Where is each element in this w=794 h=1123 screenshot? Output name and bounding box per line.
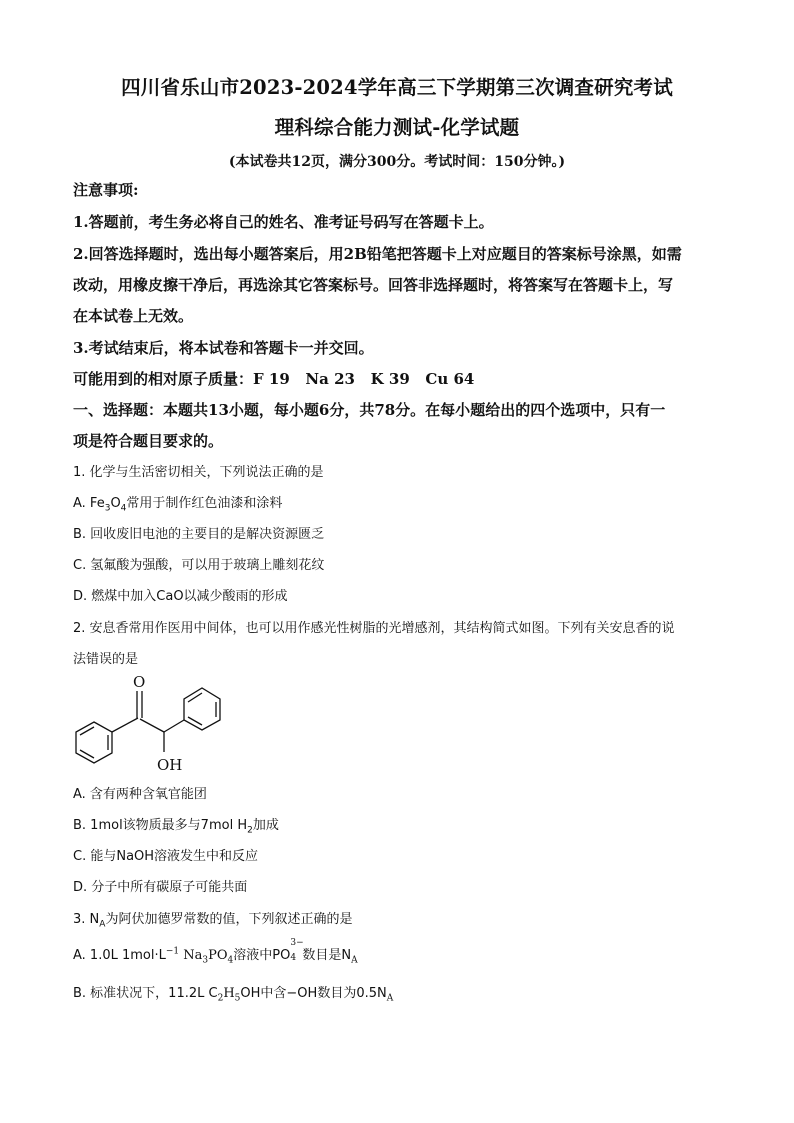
q3-b-part2: H	[223, 986, 235, 1001]
note-2-line-3: 在本试卷上无效。	[73, 307, 194, 325]
q3-stem-prefix: 3. N	[73, 912, 100, 927]
q1-a-prefix: A. Fe	[73, 496, 105, 511]
q3-b-part3: OH中含−OH数目为0.5N	[240, 986, 387, 1001]
q2-option-d: D. 分子中所有碳原子可能共面	[73, 880, 248, 895]
note-3: 3.考试结束后，将本试卷和答题卡一并交回。	[73, 339, 374, 357]
q2-option-b	[73, 816, 279, 836]
structure-o-label: O	[133, 673, 146, 691]
q3-a-part4: 溶液中PO	[233, 948, 291, 963]
q1-a-rest: 常用于制作红色油漆和涂料	[126, 496, 283, 511]
q3-a-sub4: A	[351, 955, 358, 966]
q3-b-part1: B. 标准状况下，11.2L C	[73, 986, 218, 1001]
q3-stem-rest: 为阿伏加德罗常数的值，下列叙述正确的是	[105, 912, 353, 927]
q3-a-sub1: 3	[202, 955, 209, 966]
q3-a-part1: A. 1.0L 1mol·L	[73, 948, 166, 963]
q3-a-ion-charge: 3− 4	[290, 938, 304, 963]
ring-carbonyl-bond	[112, 718, 138, 732]
q3-a-sub2: 4	[227, 955, 234, 966]
q1-option-a	[73, 494, 282, 514]
carbonyl-ch-bond	[140, 719, 164, 732]
q1-option-b: B. 回收废旧电池的主要目的是解决资源匮乏	[73, 527, 325, 542]
q2-option-a: A. 含有两种含氧官能团	[73, 787, 207, 802]
q3-b-sub1: 2	[217, 993, 224, 1004]
atomic-mass-label: 可能用到的相对原子质量：	[73, 370, 254, 388]
ch-ring-bond	[164, 720, 184, 732]
right-ring-double-bond-1	[188, 693, 202, 702]
q1-a-sub1: 3	[104, 503, 111, 514]
exam-subtitle: 理科综合能力测试-化学试题	[274, 116, 520, 139]
q3-stem	[73, 910, 352, 930]
q1-a-sub2: 4	[120, 503, 127, 514]
q3-b-sub2: 5	[234, 993, 241, 1004]
q3-b-sub3: A	[386, 993, 394, 1004]
q3-stem-sub: A	[99, 919, 106, 930]
q2-option-c: C. 能与NaOH溶液发生中和反应	[73, 849, 259, 864]
q2-stem-line-1: 2. 安息香常用作医用中间体，也可以用作感光性树脂的光增感剂，其结构简式如图。下列有关安息香的说	[73, 621, 675, 636]
exam-title: 四川省乐山市2023-2024学年高三下学期第三次调查研究考试	[121, 76, 673, 99]
q3-a-part2: Na	[179, 948, 203, 963]
q3-a-part3: PO	[208, 948, 228, 963]
q3-option-a	[73, 938, 358, 966]
q3-a-sup1: −1	[165, 946, 180, 957]
q1-option-c: C. 氢氟酸为强酸，可以用于玻璃上雕刻花纹	[73, 558, 325, 573]
q1-a-mid: O	[110, 496, 121, 511]
section-1-line-2: 项是符合题目要求的。	[73, 432, 224, 450]
right-benzene-ring	[184, 688, 220, 730]
note-2-line-2: 改动，用橡皮擦干净后，再选涂其它答案标号。回答非选择题时，将答案写在答题卡上，写	[73, 276, 674, 294]
section-1-line-1: 一、选择题：本题共13小题，每小题6分，共78分。在每小题给出的四个选项中，只有一	[73, 401, 666, 419]
q2-b-rest: 加成	[252, 818, 279, 833]
q2-b-sub: 2	[247, 825, 253, 836]
notes-heading: 注意事项:	[73, 181, 139, 199]
q1-stem: 1. 化学与生活密切相关，下列说法正确的是	[73, 465, 324, 480]
note-2-line-1: 2.回答选择题时，选出每小题答案后，用2B铅笔把答题卡上对应题目的答案标号涂黑，如需	[73, 245, 682, 263]
benzoin-structure-diagram	[60, 668, 240, 780]
exam-info: (本试卷共12页，满分300分。考试时间：150分钟。)	[228, 154, 566, 170]
atomic-mass-line	[73, 369, 474, 389]
atomic-mass-values: F 19 Na 23 K 39 Cu 64	[253, 370, 475, 388]
q1-option-d: D. 燃煤中加入CaO以减少酸雨的形成	[73, 589, 288, 604]
q2-stem-line-2: 法错误的是	[73, 652, 139, 667]
note-1: 1.答题前，考生务必将自己的姓名、准考证号码写在答题卡上。	[73, 213, 494, 231]
q2-b-prefix: B. 1mol该物质最多与7mol H	[73, 818, 248, 833]
q3-option-b	[73, 984, 393, 1004]
structure-oh-label: OH	[157, 756, 183, 774]
left-benzene-ring	[76, 722, 112, 763]
q3-a-part5: 数目是N	[302, 948, 352, 963]
